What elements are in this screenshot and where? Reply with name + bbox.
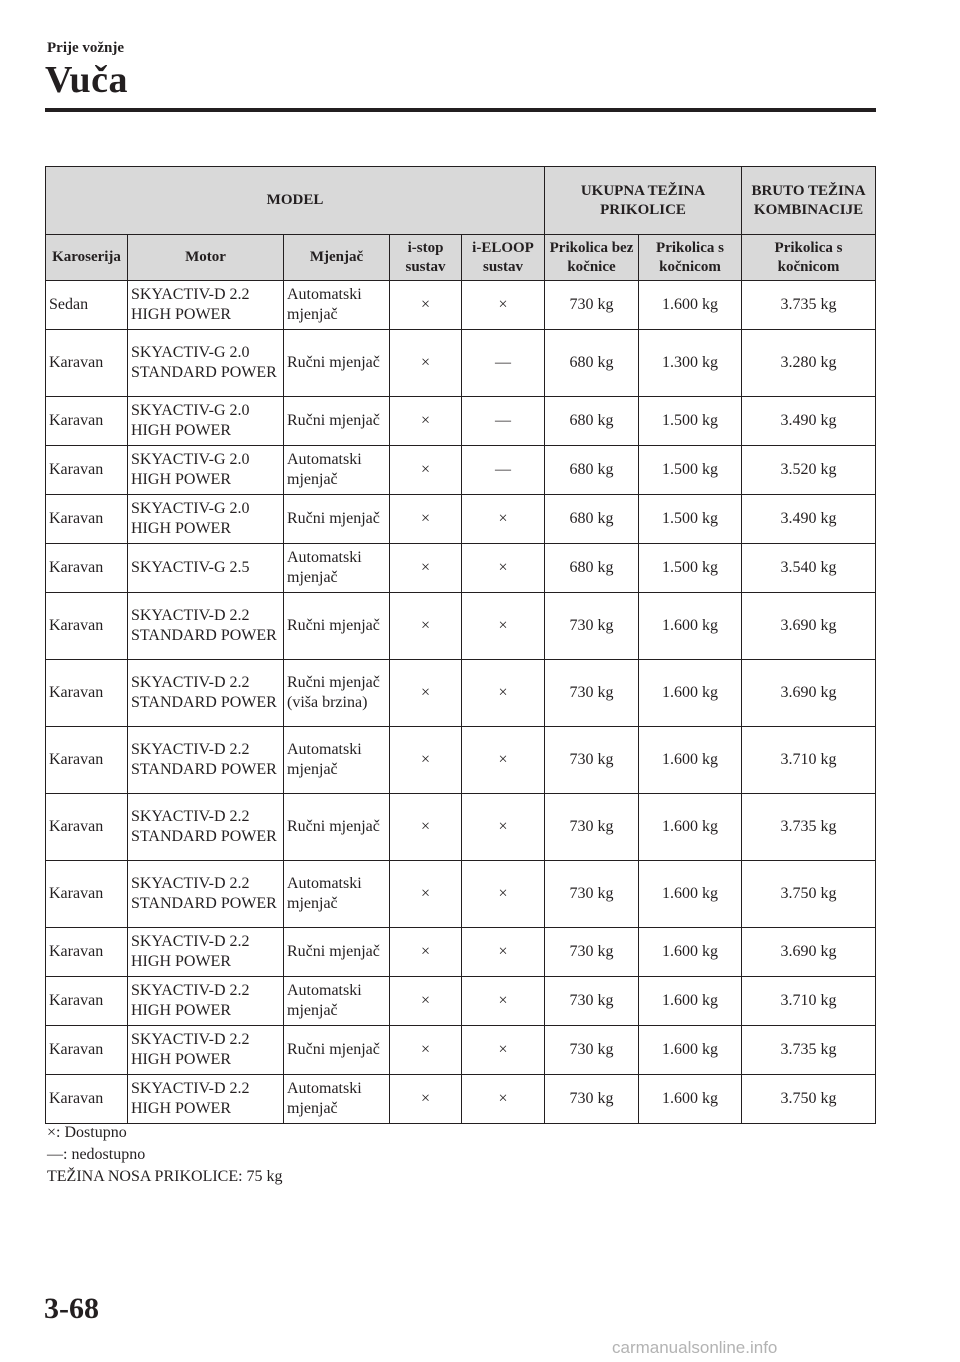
cell-i-stop: × <box>390 495 462 544</box>
cell-braked-trailer: 1.500 kg <box>639 495 742 544</box>
cell-engine: SKYACTIV-G 2.0 HIGH POWER <box>128 397 284 446</box>
cell-engine: SKYACTIV-D 2.2 HIGH POWER <box>128 1075 284 1124</box>
cell-unbraked-trailer: 730 kg <box>545 977 639 1026</box>
cell-unbraked-trailer: 730 kg <box>545 928 639 977</box>
header-gross-weight: BRUTO TEŽINA KOMBINACIJE <box>742 167 876 235</box>
table-row <box>46 660 876 727</box>
cell-gross-combination: 3.690 kg <box>742 928 876 977</box>
cell-braked-trailer: 1.500 kg <box>639 446 742 495</box>
cell-braked-trailer: 1.600 kg <box>639 593 742 660</box>
cell-unbraked-trailer: 730 kg <box>545 593 639 660</box>
table-row <box>46 544 876 593</box>
table-body <box>46 281 876 1124</box>
cell-i-stop: × <box>390 660 462 727</box>
header-model: MODEL <box>46 167 545 235</box>
cell-transmission: Ručni mjenjač <box>284 928 390 977</box>
cell-i-eloop: × <box>462 977 545 1026</box>
cell-engine: SKYACTIV-D 2.2 HIGH POWER <box>128 281 284 330</box>
cell-i-eloop: × <box>462 1026 545 1075</box>
cell-body: Karavan <box>46 495 128 544</box>
cell-i-stop: × <box>390 928 462 977</box>
cell-gross-combination: 3.710 kg <box>742 977 876 1026</box>
cell-gross-combination: 3.710 kg <box>742 727 876 794</box>
cell-braked-trailer: 1.600 kg <box>639 928 742 977</box>
cell-body: Karavan <box>46 446 128 495</box>
cell-gross-combination: 3.750 kg <box>742 1075 876 1124</box>
cell-gross-combination: 3.690 kg <box>742 660 876 727</box>
cell-braked-trailer: 1.300 kg <box>639 330 742 397</box>
cell-body: Karavan <box>46 861 128 928</box>
cell-i-stop: × <box>390 397 462 446</box>
cell-body: Karavan <box>46 794 128 861</box>
cell-i-eloop: — <box>462 446 545 495</box>
table-row <box>46 330 876 397</box>
cell-i-eloop: × <box>462 727 545 794</box>
footnotes <box>47 1122 283 1188</box>
cell-engine: SKYACTIV-D 2.2 HIGH POWER <box>128 1026 284 1075</box>
table-row <box>46 495 876 544</box>
cell-i-eloop: — <box>462 330 545 397</box>
col-i-eloop: i-ELOOP sustav <box>462 235 545 281</box>
cell-transmission: Automatski mjenjač <box>284 727 390 794</box>
cell-engine: SKYACTIV-D 2.2 STANDARD POWER <box>128 794 284 861</box>
footnote-available: ×: Dostupno <box>47 1124 127 1141</box>
cell-braked-trailer: 1.600 kg <box>639 1075 742 1124</box>
cell-unbraked-trailer: 730 kg <box>545 727 639 794</box>
cell-i-eloop: × <box>462 281 545 330</box>
watermark: carmanualsonline.info <box>612 1338 778 1357</box>
cell-gross-combination: 3.690 kg <box>742 593 876 660</box>
cell-i-stop: × <box>390 446 462 495</box>
cell-i-stop: × <box>390 330 462 397</box>
page-heading: Vuča <box>45 59 128 101</box>
col-gross-combination: Prikolica s kočnicom <box>742 235 876 281</box>
cell-gross-combination: 3.520 kg <box>742 446 876 495</box>
cell-i-eloop: × <box>462 544 545 593</box>
cell-engine: SKYACTIV-D 2.2 HIGH POWER <box>128 928 284 977</box>
cell-body: Karavan <box>46 397 128 446</box>
cell-body: Karavan <box>46 977 128 1026</box>
table-row <box>46 281 876 330</box>
cell-i-stop: × <box>390 861 462 928</box>
cell-i-eloop: × <box>462 593 545 660</box>
cell-i-eloop: × <box>462 1075 545 1124</box>
header-trailer-weight: UKUPNA TEŽINA PRIKOLICE <box>545 167 742 235</box>
cell-i-stop: × <box>390 281 462 330</box>
table-row <box>46 861 876 928</box>
cell-transmission: Automatski mjenjač <box>284 1075 390 1124</box>
cell-i-eloop: — <box>462 397 545 446</box>
cell-transmission: Ručni mjenjač <box>284 794 390 861</box>
column-header-row <box>46 235 876 281</box>
cell-unbraked-trailer: 680 kg <box>545 397 639 446</box>
cell-unbraked-trailer: 730 kg <box>545 660 639 727</box>
cell-unbraked-trailer: 680 kg <box>545 544 639 593</box>
col-i-stop: i-stop sustav <box>390 235 462 281</box>
cell-transmission: Automatski mjenjač <box>284 544 390 593</box>
cell-i-stop: × <box>390 544 462 593</box>
cell-gross-combination: 3.490 kg <box>742 495 876 544</box>
table-row <box>46 977 876 1026</box>
cell-braked-trailer: 1.600 kg <box>639 660 742 727</box>
cell-i-stop: × <box>390 977 462 1026</box>
cell-i-stop: × <box>390 1026 462 1075</box>
cell-engine: SKYACTIV-G 2.0 STANDARD POWER <box>128 330 284 397</box>
cell-i-stop: × <box>390 1075 462 1124</box>
cell-transmission: Automatski mjenjač <box>284 861 390 928</box>
cell-engine: SKYACTIV-G 2.0 HIGH POWER <box>128 495 284 544</box>
cell-engine: SKYACTIV-D 2.2 STANDARD POWER <box>128 861 284 928</box>
cell-engine: SKYACTIV-D 2.2 STANDARD POWER <box>128 660 284 727</box>
towing-weight-table <box>45 166 876 1124</box>
cell-i-stop: × <box>390 727 462 794</box>
footnote-tongue-weight: TEŽINA NOSA PRIKOLICE: 75 kg <box>47 1168 283 1185</box>
cell-transmission: Ručni mjenjač <box>284 593 390 660</box>
cell-transmission: Ručni mjenjač <box>284 495 390 544</box>
table-row <box>46 593 876 660</box>
cell-braked-trailer: 1.600 kg <box>639 794 742 861</box>
cell-i-stop: × <box>390 794 462 861</box>
cell-engine: SKYACTIV-G 2.0 HIGH POWER <box>128 446 284 495</box>
section-label: Prije vožnje <box>47 40 125 56</box>
cell-unbraked-trailer: 730 kg <box>545 1075 639 1124</box>
cell-braked-trailer: 1.600 kg <box>639 861 742 928</box>
footnote-unavailable: —: nedostupno <box>47 1146 146 1163</box>
cell-engine: SKYACTIV-G 2.5 <box>128 544 284 593</box>
cell-braked-trailer: 1.600 kg <box>639 727 742 794</box>
page-number: 3-68 <box>44 1292 99 1325</box>
col-unbraked-trailer: Prikolica bez kočnice <box>545 235 639 281</box>
cell-unbraked-trailer: 680 kg <box>545 495 639 544</box>
table-row <box>46 397 876 446</box>
col-braked-trailer: Prikolica s kočnicom <box>639 235 742 281</box>
cell-transmission: Ručni mjenjač <box>284 330 390 397</box>
col-engine: Motor <box>128 235 284 281</box>
cell-transmission: Automatski mjenjač <box>284 446 390 495</box>
table-row <box>46 1026 876 1075</box>
table-row <box>46 928 876 977</box>
cell-body: Karavan <box>46 593 128 660</box>
cell-braked-trailer: 1.500 kg <box>639 397 742 446</box>
cell-engine: SKYACTIV-D 2.2 HIGH POWER <box>128 977 284 1026</box>
cell-unbraked-trailer: 730 kg <box>545 794 639 861</box>
cell-i-stop: × <box>390 593 462 660</box>
cell-body: Sedan <box>46 281 128 330</box>
cell-gross-combination: 3.735 kg <box>742 1026 876 1075</box>
cell-body: Karavan <box>46 928 128 977</box>
cell-transmission: Ručni mjenjač <box>284 397 390 446</box>
cell-body: Karavan <box>46 330 128 397</box>
cell-engine: SKYACTIV-D 2.2 STANDARD POWER <box>128 593 284 660</box>
cell-unbraked-trailer: 680 kg <box>545 446 639 495</box>
cell-i-eloop: × <box>462 794 545 861</box>
cell-gross-combination: 3.280 kg <box>742 330 876 397</box>
cell-unbraked-trailer: 730 kg <box>545 281 639 330</box>
cell-transmission: Automatski mjenjač <box>284 281 390 330</box>
cell-gross-combination: 3.490 kg <box>742 397 876 446</box>
cell-gross-combination: 3.735 kg <box>742 794 876 861</box>
cell-i-eloop: × <box>462 861 545 928</box>
group-header-row <box>46 167 876 235</box>
cell-i-eloop: × <box>462 495 545 544</box>
cell-braked-trailer: 1.600 kg <box>639 1026 742 1075</box>
cell-body: Karavan <box>46 727 128 794</box>
table-row <box>46 1075 876 1124</box>
heading-rule <box>45 108 876 112</box>
table-row <box>46 446 876 495</box>
cell-transmission: Automatski mjenjač <box>284 977 390 1026</box>
table-row <box>46 794 876 861</box>
cell-transmission: Ručni mjenjač (viša brzina) <box>284 660 390 727</box>
cell-unbraked-trailer: 730 kg <box>545 1026 639 1075</box>
cell-braked-trailer: 1.600 kg <box>639 281 742 330</box>
col-transmission: Mjenjač <box>284 235 390 281</box>
cell-body: Karavan <box>46 660 128 727</box>
cell-body: Karavan <box>46 544 128 593</box>
cell-i-eloop: × <box>462 928 545 977</box>
cell-body: Karavan <box>46 1026 128 1075</box>
table-row <box>46 727 876 794</box>
cell-engine: SKYACTIV-D 2.2 STANDARD POWER <box>128 727 284 794</box>
cell-unbraked-trailer: 730 kg <box>545 861 639 928</box>
cell-gross-combination: 3.750 kg <box>742 861 876 928</box>
cell-unbraked-trailer: 680 kg <box>545 330 639 397</box>
cell-braked-trailer: 1.600 kg <box>639 977 742 1026</box>
cell-i-eloop: × <box>462 660 545 727</box>
cell-body: Karavan <box>46 1075 128 1124</box>
col-body: Karoserija <box>46 235 128 281</box>
cell-transmission: Ručni mjenjač <box>284 1026 390 1075</box>
cell-braked-trailer: 1.500 kg <box>639 544 742 593</box>
cell-gross-combination: 3.540 kg <box>742 544 876 593</box>
cell-gross-combination: 3.735 kg <box>742 281 876 330</box>
